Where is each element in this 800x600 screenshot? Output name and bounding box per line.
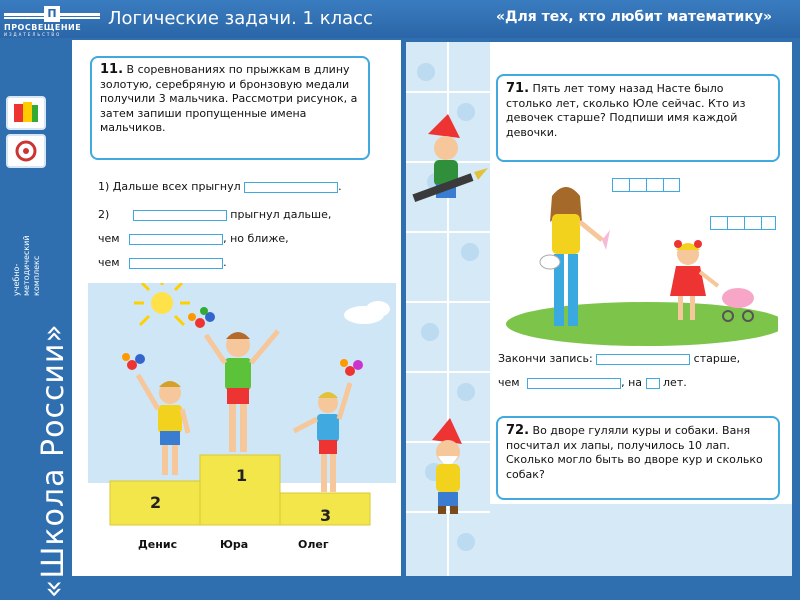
- logo-subtext: ИЗДАТЕЛЬСТВО: [4, 32, 62, 37]
- podium-place-2: 2: [150, 493, 162, 512]
- task-72-box: [496, 416, 780, 500]
- logo-text: ПРОСВЕЩЕНИЕ: [4, 23, 82, 32]
- girls-illustration: [506, 174, 778, 346]
- task-number: 72.: [506, 423, 530, 438]
- answer-text: .: [223, 256, 227, 269]
- answer-line-3: [98, 232, 289, 245]
- answer-text: 1) Дальше всех прыгнул: [98, 180, 241, 193]
- task-71-text: Пять лет тому назад Насте было столько лет, сколько Юле сейчас. Кто из девочек старше? Подпиши имя каждой девочки.: [506, 82, 746, 139]
- task-71-box: [496, 74, 780, 162]
- answer-line-2: [98, 208, 331, 221]
- answer-box[interactable]: [129, 234, 223, 245]
- gnome-pencil-illustration: [408, 114, 496, 214]
- finish-line-2: [498, 376, 687, 389]
- finish-text: Закончи запись:: [498, 352, 593, 365]
- task-11-box: [90, 56, 370, 160]
- gnome-illustration: [420, 418, 480, 518]
- publisher-logo: [4, 5, 104, 35]
- task-72-text: Во дворе гуляли куры и собаки. Ваня посчитал их лапы, получилось 10 лап. Сколько могло быть во дворе кур и сколько собак?: [506, 424, 763, 481]
- answer-box[interactable]: [133, 210, 227, 221]
- answer-text: чем: [98, 256, 120, 269]
- answer-text: чем: [98, 232, 120, 245]
- finish-text: лет.: [663, 376, 687, 389]
- answer-line-1: [98, 180, 342, 193]
- answer-text: 2): [98, 208, 110, 221]
- answer-text: прыгнул дальше,: [230, 208, 332, 221]
- answer-box[interactable]: [244, 182, 338, 193]
- task-number: 71.: [506, 81, 530, 96]
- finish-line-1: [498, 352, 740, 365]
- task-72-text-block: [498, 418, 778, 488]
- right-page: [406, 42, 792, 576]
- name-oleg: Олег: [298, 538, 329, 551]
- answer-box[interactable]: [129, 258, 223, 269]
- answer-text: , но ближе,: [223, 232, 289, 245]
- left-page: [72, 40, 401, 576]
- task-71-text-block: [498, 76, 778, 146]
- umk-label: учебно-методический комплекс: [12, 235, 41, 296]
- answer-box[interactable]: [527, 378, 621, 389]
- abc-books-icon: [6, 96, 46, 130]
- finish-text: старше,: [693, 352, 741, 365]
- answer-box[interactable]: [596, 354, 690, 365]
- name-denis: Денис: [138, 538, 178, 551]
- answer-line-4: [98, 256, 227, 269]
- task-number: 11.: [100, 62, 124, 77]
- series-title: «Школа России»: [36, 323, 71, 598]
- rosette-icon: [6, 134, 46, 168]
- task-11-text: В соревнованиях по прыжкам в длину золотую, серебряную и бронзовую медали получили 3 мальчика. Рассмотри рисунок, а затем запиши пропущенные имена мальчиков.: [100, 63, 358, 134]
- logo-mark-icon: П: [44, 6, 60, 22]
- answer-text: .: [338, 180, 342, 193]
- answer-box[interactable]: [646, 378, 660, 389]
- name-yura: Юра: [220, 538, 249, 551]
- book-title: «Для тех, кто любит математику»: [496, 9, 772, 25]
- task-11-text-block: [92, 58, 368, 141]
- podium-illustration: [88, 283, 396, 533]
- puzzle-bottom: [490, 504, 792, 576]
- podium-place-1: 1: [236, 466, 248, 485]
- sidebar: [0, 38, 71, 600]
- podium-place-3: 3: [320, 506, 332, 525]
- header-bar: [0, 0, 800, 38]
- finish-text: , на: [621, 376, 643, 389]
- finish-text: чем: [498, 376, 520, 389]
- slide-title: Логические задачи. 1 класс: [108, 8, 373, 29]
